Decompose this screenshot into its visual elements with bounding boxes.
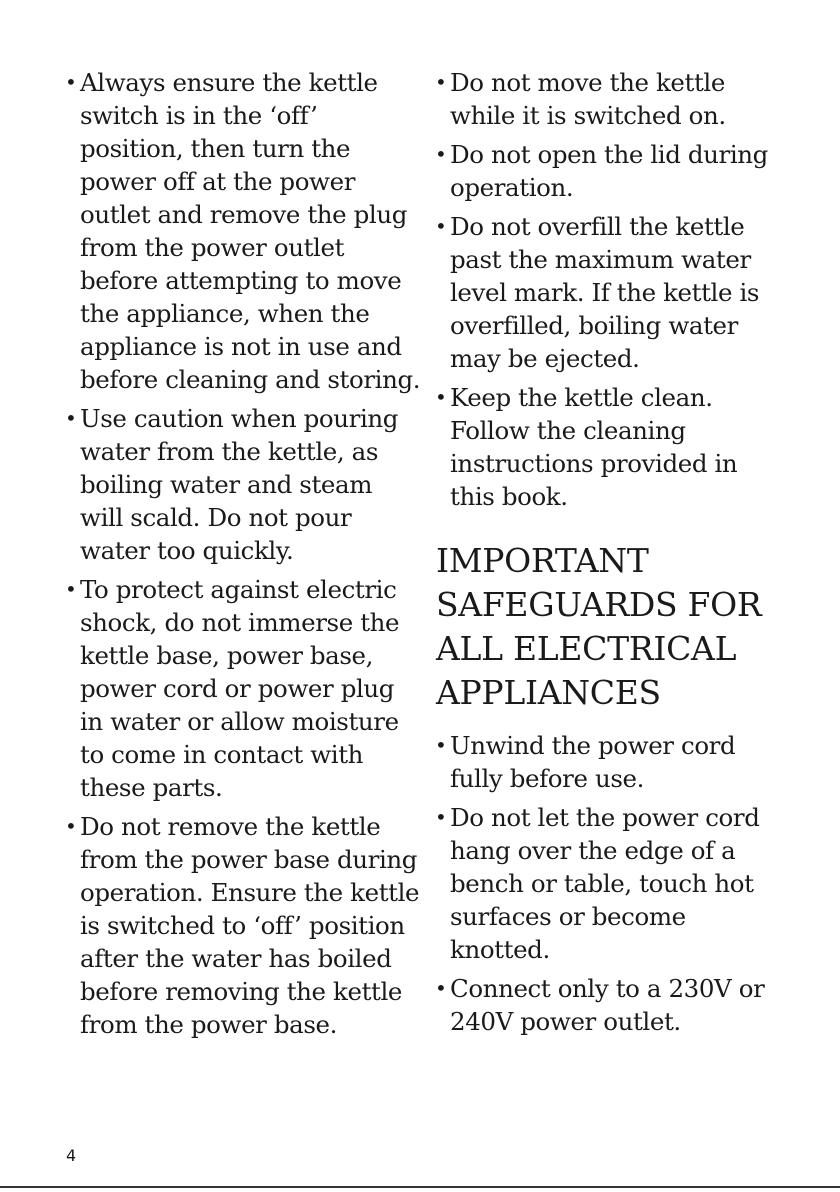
list-item: • Always ensure the kettle switch is in the ‘off’ position, then turn the power off at the power outlet and remove the plug from the power outlet before attempting to move the appliance, when the appliance is not in use and before cleaning and storing. bbox=[62, 66, 422, 396]
list-item: • Keep the kettle clean. Follow the cleaning instructions provided in this book. bbox=[432, 381, 782, 513]
left-safety-list bbox=[62, 66, 422, 1041]
list-item: • Do not open the lid during operation. bbox=[432, 138, 782, 204]
list-item: • Do not overfill the kettle past the maximum water level mark. If the kettle is overfilled, boiling water may be ejected. bbox=[432, 210, 782, 375]
right-safety-list-bottom bbox=[432, 729, 782, 1038]
list-item: • Use caution when pouring water from the kettle, as boiling water and steam will scald. Do not pour water too quickly. bbox=[62, 402, 422, 567]
list-item: • Do not move the kettle while it is switched on. bbox=[432, 66, 782, 132]
right-safety-list-top bbox=[432, 66, 782, 513]
right-column bbox=[432, 66, 782, 1044]
list-item: • Connect only to a 230V or 240V power outlet. bbox=[432, 972, 782, 1038]
list-item: • Do not remove the kettle from the power base during operation. Ensure the kettle is switched to ‘off’ position after the water has boiled before removing the kettle from the power base. bbox=[62, 810, 422, 1041]
page-number: 4 bbox=[66, 1146, 77, 1165]
list-item: • Unwind the power cord fully before use. bbox=[432, 729, 782, 795]
list-item: • To protect against electric shock, do not immerse the kettle base, power base, power cord or power plug in water or allow moisture to come in contact with these parts. bbox=[62, 573, 422, 804]
left-column bbox=[62, 66, 422, 1047]
bottom-divider bbox=[0, 1186, 840, 1188]
list-item: • Do not let the power cord hang over the edge of a bench or table, touch hot surfaces or become knotted. bbox=[432, 801, 782, 966]
section-heading: IMPORTANT SAFEGUARDS FOR ALL ELECTRICAL APPLIANCES bbox=[436, 541, 762, 712]
